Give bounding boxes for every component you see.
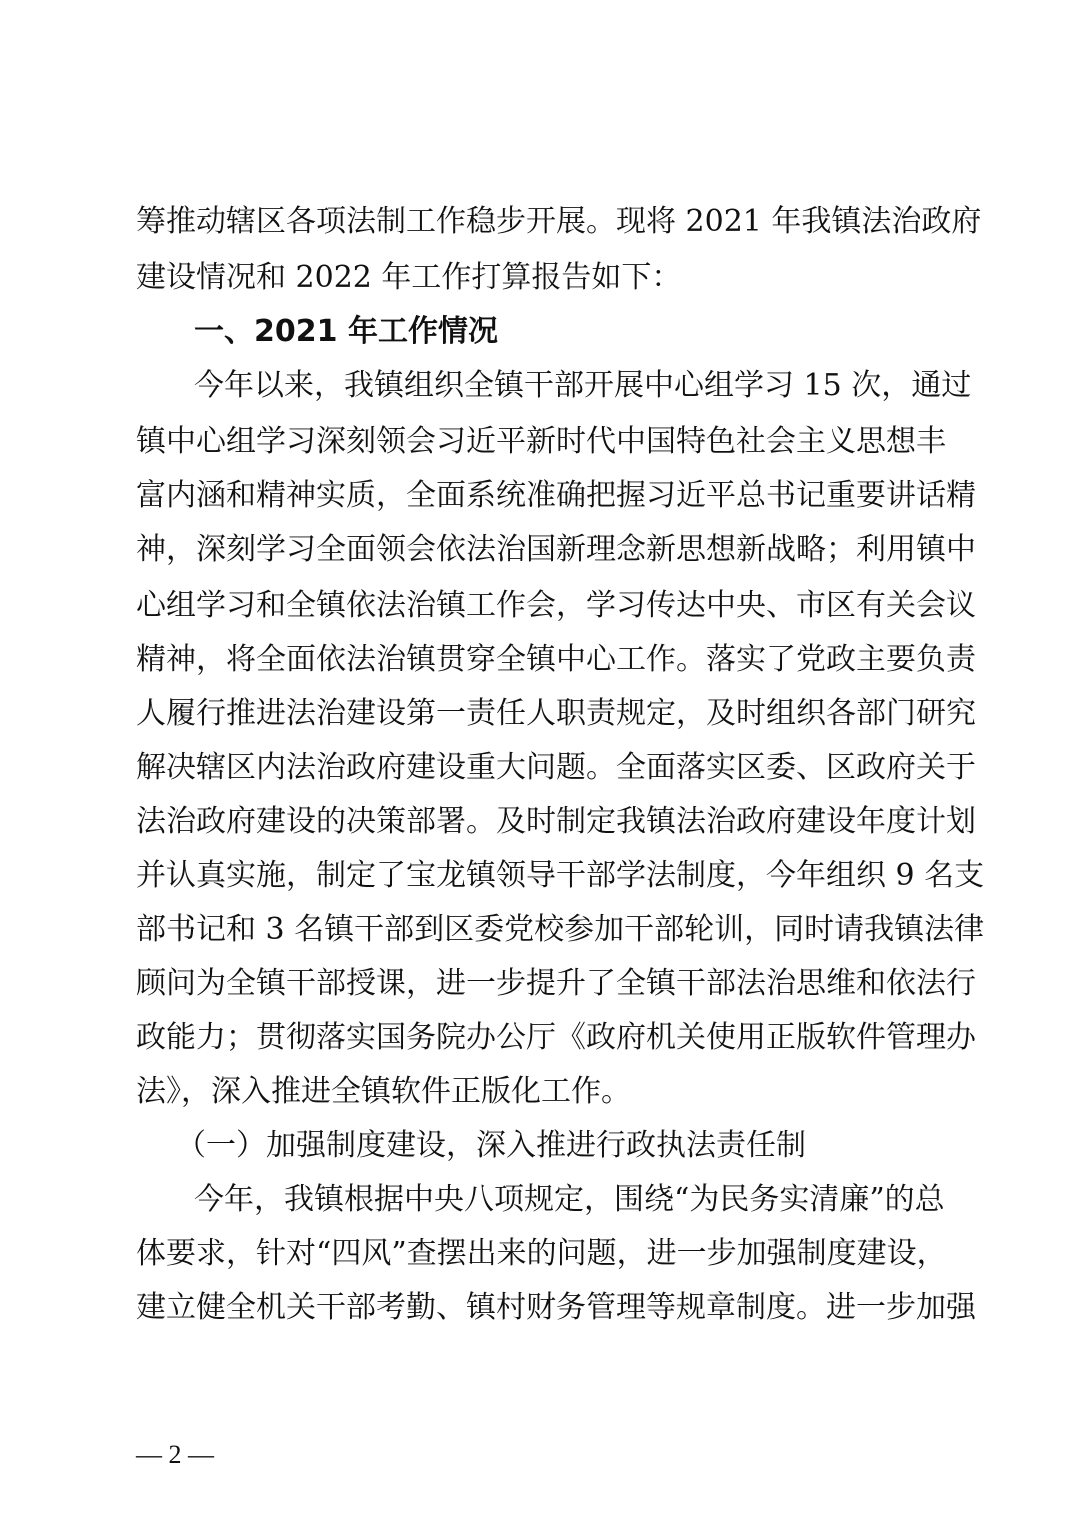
paragraph-line: 体要求，针对“四风”查摆出来的问题，进一步加强制度建设， bbox=[136, 1236, 947, 1271]
paragraph-line: 今年以来，我镇组织全镇干部开展中心组学习 15 次，通过 bbox=[194, 368, 972, 403]
paragraph-line: 富内涵和精神实质，全面系统准确把握习近平总书记重要讲话精 bbox=[136, 478, 976, 513]
subsection-heading: （一）加强制度建设，深入推进行政执法责任制 bbox=[176, 1128, 806, 1163]
intro-line-1: 筹推动辖区各项法制工作稳步开展。现将 2021 年我镇法治政府 bbox=[136, 204, 982, 239]
paragraph-line: 今年，我镇根据中央八项规定，围绕“为民务实清廉”的总 bbox=[194, 1182, 945, 1217]
paragraph-line: 神，深刻学习全面领会依法治国新理念新思想新战略；利用镇中 bbox=[136, 532, 976, 567]
paragraph-line: 部书记和 3 名镇干部到区委党校参加干部轮训，同时请我镇法律 bbox=[136, 912, 985, 947]
paragraph-line: 法治政府建设的决策部署。及时制定我镇法治政府建设年度计划 bbox=[136, 804, 976, 839]
paragraph-line: 人履行推进法治建设第一责任人职责规定，及时组织各部门研究 bbox=[136, 696, 976, 731]
paragraph-line: 法》，深入推进全镇软件正版化工作。 bbox=[136, 1074, 631, 1109]
paragraph-line: 镇中心组学习深刻领会习近平新时代中国特色社会主义思想丰 bbox=[136, 424, 946, 459]
paragraph-line: 并认真实施，制定了宝龙镇领导干部学法制度，今年组织 9 名支 bbox=[136, 858, 985, 893]
paragraph-line: 顾问为全镇干部授课，进一步提升了全镇干部法治思维和依法行 bbox=[136, 966, 976, 1001]
paragraph-line: 建立健全机关干部考勤、镇村财务管理等规章制度。进一步加强 bbox=[136, 1290, 976, 1325]
paragraph-line: 解决辖区内法治政府建设重大问题。全面落实区委、区政府关于 bbox=[136, 750, 976, 785]
section-heading: 一、2021 年工作情况 bbox=[194, 314, 498, 349]
paragraph-line: 精神，将全面依法治镇贯穿全镇中心工作。落实了党政主要负责 bbox=[136, 642, 976, 677]
paragraph-line: 心组学习和全镇依法治镇工作会，学习传达中央、市区有关会议 bbox=[136, 588, 976, 623]
page-number: — 2 — bbox=[136, 1440, 214, 1469]
paragraph-line: 政能力；贯彻落实国务院办公厅《政府机关使用正版软件管理办 bbox=[136, 1020, 976, 1055]
intro-line-2: 建设情况和 2022 年工作打算报告如下： bbox=[136, 260, 682, 295]
